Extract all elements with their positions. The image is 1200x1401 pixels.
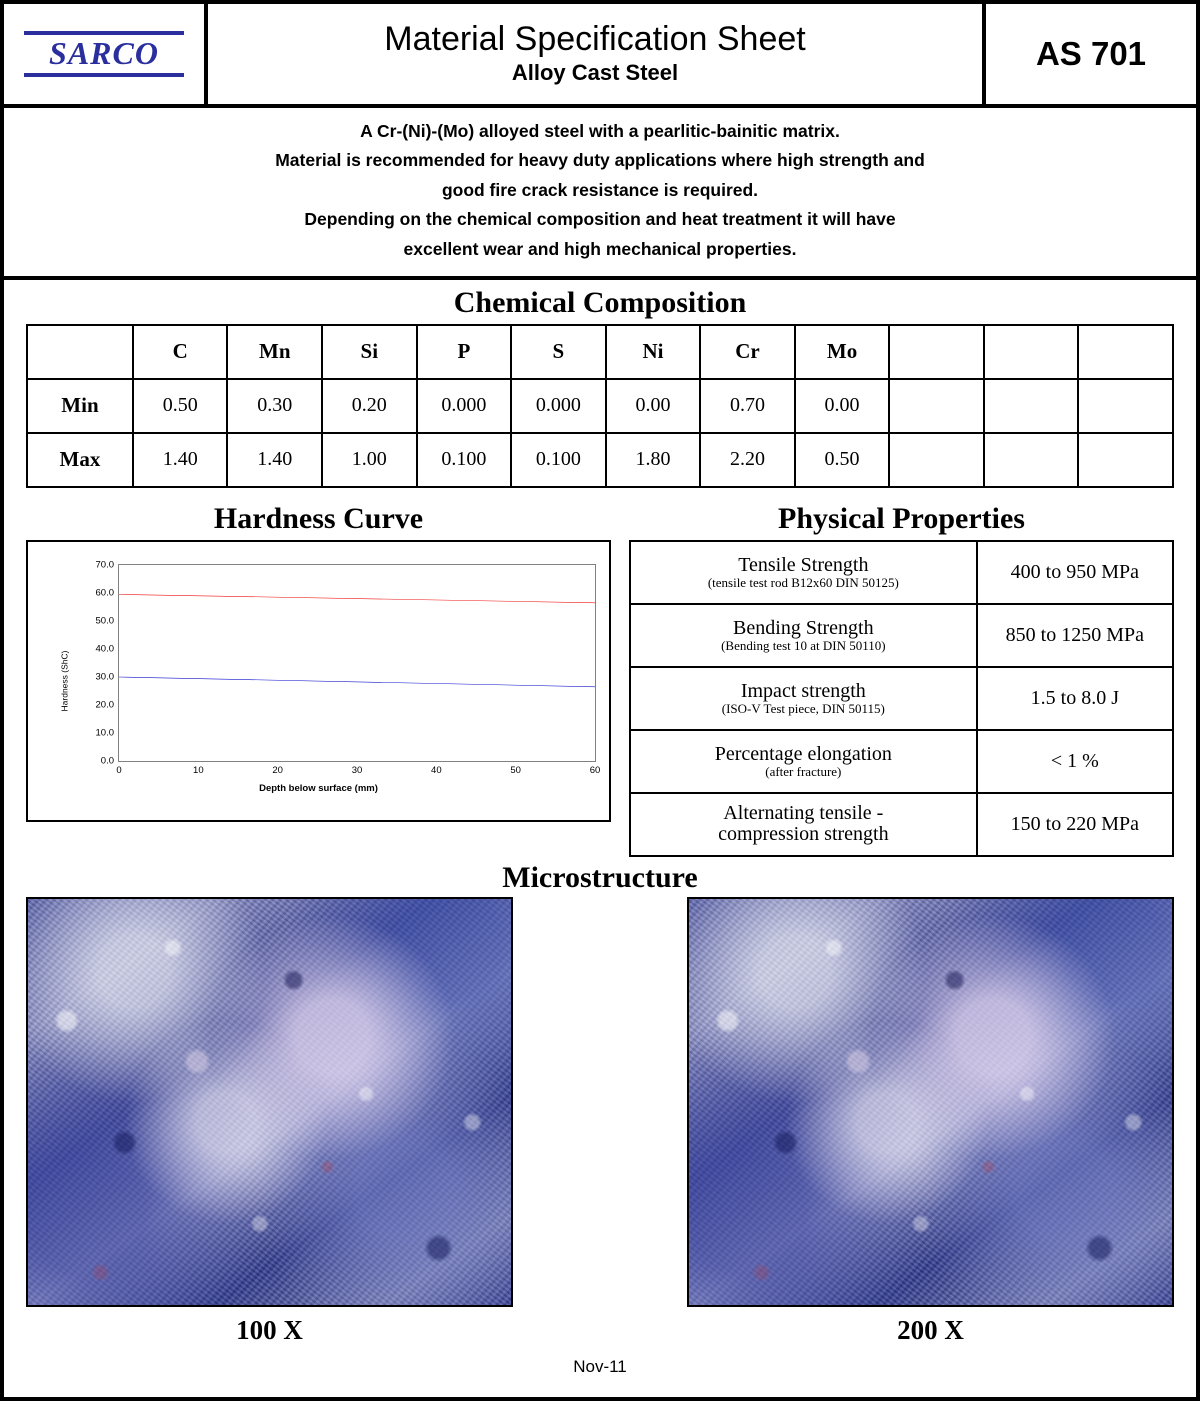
prop-note: (tensile test rod B12x60 DIN 50125)	[707, 574, 899, 590]
footer-date: Nov-11	[573, 1357, 627, 1376]
chart-ytick-30: 30.0	[95, 671, 114, 683]
prop-name-cell	[630, 730, 977, 793]
page-title: Material Specification Sheet	[384, 20, 806, 59]
chart-ytick-10: 10.0	[95, 727, 114, 739]
chem-max-mn: 1.40	[227, 433, 322, 487]
description-block	[4, 108, 1196, 280]
chem-col-cr: Cr	[700, 325, 795, 379]
chem-max-mo: 0.50	[795, 433, 890, 487]
middle-band	[4, 496, 1196, 857]
prop-value: 150 to 220 MPa	[977, 793, 1173, 856]
table-row	[27, 379, 1173, 433]
hardness-curve-title: Hardness Curve	[213, 501, 424, 535]
microstructure-caption-left: 100 X	[236, 1314, 303, 1345]
hardness-curve-section	[26, 496, 611, 822]
chemical-composition-wrap	[4, 324, 1196, 488]
chart-xtick-20: 20	[272, 764, 283, 776]
prop-note: (Bending test 10 at DIN 50110)	[721, 637, 886, 653]
chart-ytick-20: 20.0	[95, 699, 114, 711]
hardness-chart	[26, 540, 611, 822]
chem-max-si: 1.00	[322, 433, 417, 487]
physical-properties-section	[629, 496, 1174, 857]
chart-xtick-10: 10	[193, 764, 204, 776]
sheet-header	[4, 4, 1196, 108]
chem-min-mn: 0.30	[227, 379, 322, 433]
chem-col-mo: Mo	[795, 325, 890, 379]
chem-min-mo: 0.00	[795, 379, 890, 433]
chemical-composition-table	[26, 324, 1174, 488]
chem-col-ni: Ni	[606, 325, 701, 379]
chem-max-c: 1.40	[133, 433, 228, 487]
chart-ytick-0: 0.0	[100, 755, 114, 767]
chem-min-s: 0.000	[511, 379, 606, 433]
microstructure-image-200x	[687, 897, 1174, 1307]
chem-max-10	[984, 433, 1079, 487]
chart-series-lower	[119, 677, 595, 687]
table-header-row	[27, 325, 1173, 379]
microstructure-title: Microstructure	[502, 860, 698, 894]
table-row	[630, 604, 1173, 667]
microstructure-left	[26, 897, 513, 1346]
description-line-2: Material is recommended for heavy duty applications where high strength and	[275, 150, 925, 171]
chem-min-si: 0.20	[322, 379, 417, 433]
chem-min-cr: 0.70	[700, 379, 795, 433]
chart-x-axis-label: Depth below surface (mm)	[259, 782, 378, 794]
chem-min-p: 0.000	[417, 379, 512, 433]
page-subtitle: Alloy Cast Steel	[511, 60, 679, 86]
logo-cell	[4, 4, 208, 104]
title-cell	[208, 4, 986, 104]
chem-col-s: S	[511, 325, 606, 379]
chem-col-si: Si	[322, 325, 417, 379]
chem-max-cr: 2.20	[700, 433, 795, 487]
chem-row-label-min: Min	[27, 379, 133, 433]
prop-note: compression strength	[718, 823, 889, 846]
chart-xtick-50: 50	[510, 764, 521, 776]
description-line-3: good fire crack resistance is required.	[441, 179, 759, 200]
prop-name: Alternating tensile -	[723, 802, 884, 825]
chart-ytick-70: 70.0	[95, 559, 114, 571]
chem-min-9	[889, 379, 984, 433]
description-line-1: A Cr-(Ni)-(Mo) alloyed steel with a pearlitic-bainitic matrix.	[360, 121, 840, 141]
prop-name-cell	[630, 541, 977, 604]
chart-xtick-40: 40	[431, 764, 442, 776]
chart-series-upper	[119, 594, 595, 602]
chem-row-label-max: Max	[27, 433, 133, 487]
chart-ytick-50: 50.0	[95, 615, 114, 627]
prop-name-cell	[630, 793, 977, 856]
prop-name: Bending Strength	[733, 616, 874, 639]
chem-max-11	[1078, 433, 1173, 487]
chart-xtick-0: 0	[116, 764, 122, 776]
chart-plot-area	[95, 559, 601, 776]
prop-name: Percentage elongation	[714, 742, 892, 765]
chem-col-p: P	[417, 325, 512, 379]
chem-max-p: 0.100	[417, 433, 512, 487]
microstructure-right	[687, 897, 1174, 1346]
table-row	[630, 793, 1173, 856]
prop-name: Tensile Strength	[738, 553, 869, 576]
chem-col-mn: Mn	[227, 325, 322, 379]
chart-ytick-60: 60.0	[95, 587, 114, 599]
chem-col-10	[984, 325, 1079, 379]
physical-properties-table	[629, 540, 1174, 857]
logo-text: SARCO	[49, 35, 159, 72]
chem-min-11	[1078, 379, 1173, 433]
prop-value: < 1 %	[977, 730, 1173, 793]
chem-min-ni: 0.00	[606, 379, 701, 433]
chemical-composition-title: Chemical Composition	[453, 285, 747, 319]
description-line-4: Depending on the chemical composition and heat treatment it will have	[304, 209, 896, 230]
chart-xtick-30: 30	[351, 764, 363, 776]
table-row	[630, 667, 1173, 730]
chem-col-11	[1078, 325, 1173, 379]
prop-name-cell	[630, 604, 977, 667]
prop-note: (ISO-V Test piece, DIN 50115)	[721, 700, 885, 716]
table-row	[27, 433, 1173, 487]
chart-ytick-40: 40.0	[95, 643, 114, 655]
prop-value: 400 to 950 MPa	[977, 541, 1173, 604]
logo	[24, 31, 184, 77]
chart-xtick-60: 60	[589, 764, 601, 776]
chem-col-0	[27, 325, 133, 379]
chem-col-9	[889, 325, 984, 379]
chem-min-10	[984, 379, 1079, 433]
material-code: AS 701	[1035, 35, 1147, 72]
table-row	[630, 730, 1173, 793]
physical-properties-title: Physical Properties	[778, 501, 1025, 535]
chem-max-ni: 1.80	[606, 433, 701, 487]
chem-max-9	[889, 433, 984, 487]
chart-y-axis-label: Hardness (ShC)	[59, 650, 70, 712]
prop-value: 1.5 to 8.0 J	[977, 667, 1173, 730]
chem-max-s: 0.100	[511, 433, 606, 487]
microstructure-image-100x	[26, 897, 513, 1307]
microstructure-grain-overlay	[689, 899, 1172, 1305]
prop-name-cell	[630, 667, 977, 730]
description-line-5: excellent wear and high mechanical properties.	[403, 238, 797, 259]
table-row	[630, 541, 1173, 604]
chart-series-svg	[119, 565, 595, 761]
prop-name: Impact strength	[740, 679, 866, 702]
microstructure-grain-overlay	[28, 899, 511, 1305]
microstructure-caption-right: 200 X	[897, 1314, 964, 1345]
prop-note: (after fracture)	[765, 763, 842, 779]
chem-min-c: 0.50	[133, 379, 228, 433]
chem-col-c: C	[133, 325, 228, 379]
microstructure-row	[4, 897, 1196, 1346]
prop-value: 850 to 1250 MPa	[977, 604, 1173, 667]
